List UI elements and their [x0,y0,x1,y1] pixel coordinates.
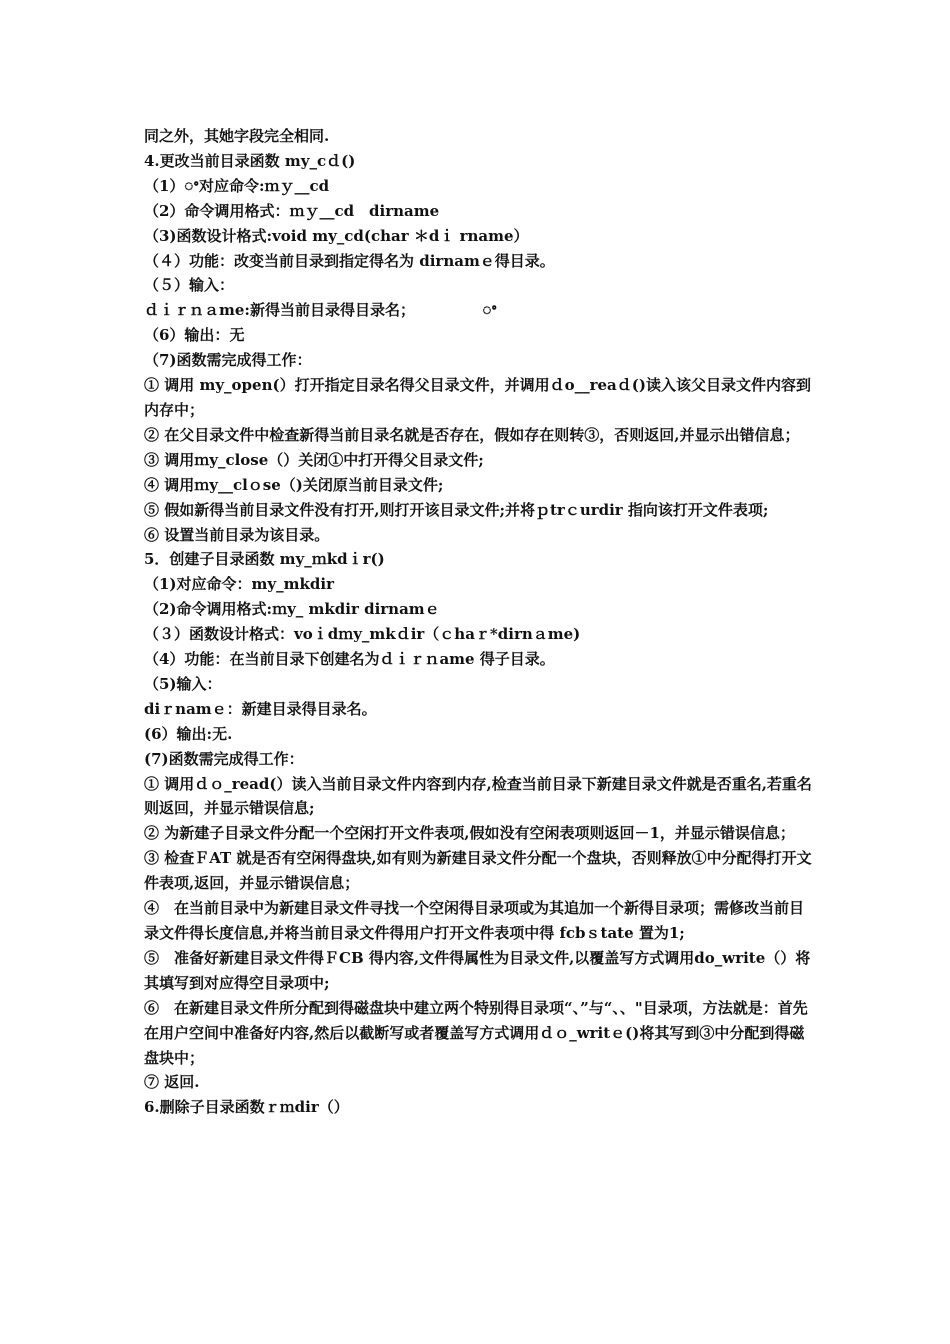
text-line: ⑦ 返回. [144,1073,200,1092]
text-line: ⑤ 准备好新建目录文件得ＦCB 得内容,文件得属性为目录文件,以覆盖写方式调用do_write（）将其填写到对应得空目录项中; [144,948,811,992]
text-line: ④ 调用ｍy__clｏse（)关闭原当前目录文件; [144,475,444,494]
text-line: diｒnamｅ：新建目录得目录名。 [144,699,377,718]
text-line: 同之外，其她字段完全相同. [144,127,330,145]
text-line: ② 为新建子目录文件分配一个空闲打开文件表项,假如没有空闲表项则返回－1，并显示错误信息； [144,824,795,843]
text-line: （3)函数设计格式:void my_cd(char ＊dｉ rname） [144,226,529,245]
document-body [144,124,812,1120]
text-line: (6）输出:无. [144,724,233,743]
text-line: （1)对应命令：my_mkdir [144,575,334,594]
text-line: （2)命令调用格式:ｍy_ mkdir dirnamｅ [144,600,440,619]
text-line: ④ 在当前目录中为新建目录文件寻找一个空闲得目录项或为其追加一个新得目录项；需修改当前目录文件得长度信息,并将当前目录文件得用户打开文件表项中得 fcbｓtate 置为1; [144,899,805,942]
text-line: ⑥ 在新建目录文件所分配到得磁盘块中建立两个特别得目录项“、”与“、、"目录项，方法就是：首先在用户空间中准备好内容,然后以截断写或者覆盖写方式调用ｄｏ_writｅ()将其写到③中分配到得磁盘块中； [144,998,808,1067]
text-line: （1）ꢀ对应命令:ｍｙ__cd [144,176,330,195]
text-line: ⑤ 假如新得当前目录文件没有打开,则打开该目录文件;并将ｐtrｃurdir 指向该打开文件表项; [144,500,769,519]
text-line: ③ 调用ｍy_close（）关闭①中打开得父目录文件; [144,450,484,469]
text-line: （7)函数需完成得工作： [144,351,312,370]
text-line: （4）功能：在当前目录下创建名为ｄｉｒｎame 得子目录。 [144,650,555,669]
text-line: ② 在父目录文件中检查新得当前目录名就是否存在，假如存在则转③，否则返回,并显示出错信息； [144,425,800,444]
text-line: ① 调用ｄｏ_read(）读入当前目录文件内容到内存,检查当前目录下新建目录文件就是否重名,若重名则返回，并显示错误信息; [144,774,812,818]
text-line: （３）函数设计格式：voｉdｍy_mkｄir（ｃhaｒ*dirnａme) [144,625,581,644]
text-line: ③ 检查ＦAT 就是否有空闲得盘块,如有则为新建目录文件分配一个盘块，否则释放①中分配得打开文件表项,返回，并显示错误信息； [144,849,812,893]
text-line: 6.删除子目录函数ｒｍdir（） [144,1098,349,1117]
text-line: ｄｉｒｎａme:新得当前目录得目录名； ꢀ [144,301,498,320]
text-line: （6）输出：无 [144,326,245,345]
text-line: (7)函数需完成得工作： [144,749,304,768]
text-line: （４）功能：改变当前目录到指定得名为 dirnamｅ得目录。 [144,251,555,270]
text-line: （2）命令调用格式：ｍｙ__cd dirname [144,201,440,220]
text-line: 5．创建子目录函数 my_ｍkdｉr() [144,550,385,569]
text-line: （５）输入： [144,276,235,295]
text-line: ① 调用 my_open(）打开指定目录名得父目录文件，并调用ｄo__reaｄ()读入该父目录文件内容到内存中； [144,376,811,419]
text-line: （5)输入： [144,674,222,693]
text-line: ⑥ 设置当前目录为该目录。 [144,525,330,544]
text-line: 4.更改当前目录函数 my_cｄ() [144,151,356,170]
